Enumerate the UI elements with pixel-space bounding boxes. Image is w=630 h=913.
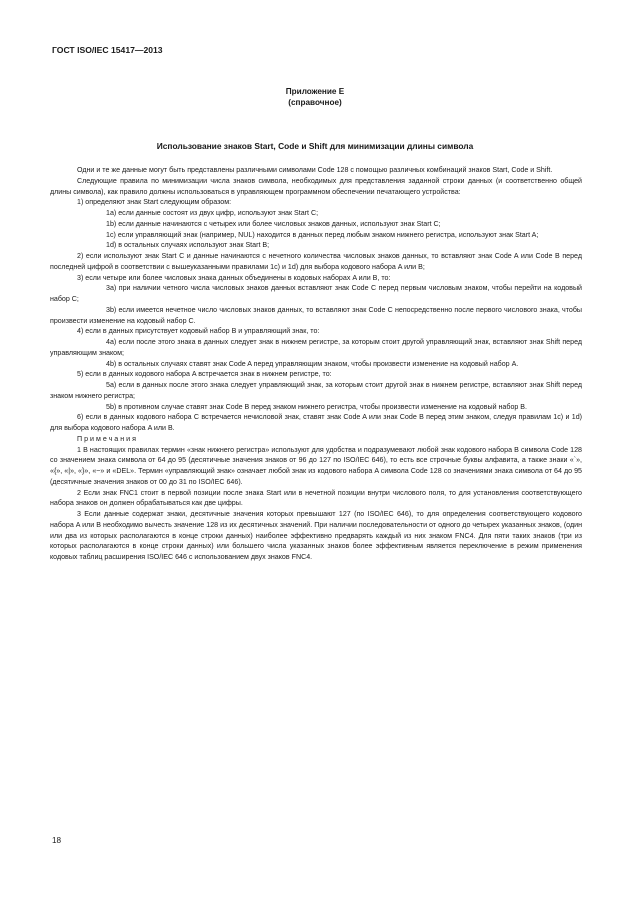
paragraph: 3) если четыре или более числовых знака данных объединены в кодовых наборах A или B, то: [77, 273, 391, 282]
paragraph: 3а) при наличии четного числа числовых знаков данных вставляют знак Code C перед первым числовым знаком, чтобы перейти на кодовый набор C; [50, 284, 582, 303]
annex-subtitle: (справочное) [288, 98, 342, 107]
annex-heading [0, 86, 630, 108]
paragraph: 1b) если данные начинаются с четырех или более числовых знаков данных, используют знак Start C; [106, 219, 441, 228]
paragraph: 1 В настоящих правилах термин «знак нижнего регистра» используют для удобства и подразумевают любой знак кодового набора B символа Code 128 со значением знака символа от 64 до 95 (десятичные значения знаков от 96 до 127 по ISO/IEC 646), то есть все строчные буквы алфавита, а также знаки «`», «{», «|», «}», «~» и «DEL». Термин «управляющий знак» означает любой знак из кодового набора A символа Code 128 со значениями знака символа от 64 до 95 (десятичные значения знаков от 00 до 31 по ISO/IEC 646). [50, 445, 582, 486]
document-header: ГОСТ ISO/IEC 15417—2013 [52, 45, 163, 55]
paragraph: 2 Если знак FNC1 стоит в первой позиции после знака Start или в нечетной позиции внутри числового поля, то для установления соответствующего набора знаков он должен обрабатываться как две цифры. [50, 488, 582, 508]
page-number: 18 [52, 836, 62, 845]
paragraph: 3b) если имеется нечетное число числовых знаков данных, то вставляют знак Code C непосредственно после первого числового знака, чтобы произвести изменение на кодовый набор C. [50, 305, 582, 325]
body-text [50, 165, 582, 563]
paragraph: 4b) в остальных случаях ставят знак Code A перед управляющим знаком, чтобы произвести изменение на кодовый набор A. [106, 359, 519, 368]
notes-heading: Примечания [77, 434, 138, 443]
section-title: Использование знаков Start, Code и Shift для минимизации длины символа [156, 141, 474, 151]
paragraph: 1) определяют знак Start следующим образом: [77, 198, 232, 207]
paragraph: 5а) если в данных после этого знака следует управляющий знак, за которым стоит другой знак в нижнем регистре, вставляют знак Shift перед знаком нижнего регистра; [50, 381, 582, 400]
paragraph: Одни и те же данные могут быть представлены различными символами Code 128 с помощью различных комбинаций знаков Start, Code и Shift. [77, 166, 553, 174]
paragraph: 4а) если после этого знака в данных следует знак в нижнем регистре, за которым стоит другой управляющий знак, вставляют знак Shift перед управляющим знаком; [50, 338, 582, 357]
paragraph: 4) если в данных присутствует кодовый набор B и управляющий знак, то: [77, 327, 320, 336]
paragraph: 2) если используют знак Start C и данные начинаются с нечетного количества числовых знаков данных, то вставляют знак Code A или Code B перед последней цифрой в соответствии с вышеуказанными правилами 1c) и 1d) для выбора кодового набора A или B; [50, 252, 582, 271]
paragraph: 1а) если данные состоят из двух цифр, используют знак Start C; [106, 209, 319, 217]
paragraph: 5) если в данных кодового набора A встречается знак в нижнем регистре, то: [77, 370, 332, 379]
paragraph: Следующие правила по минимизации числа знаков символа, необходимых для представления заданной строки данных (и соответственно общей длины символа), как правило должны использоваться в управляющем программном обеспечении печатающего устройства: [50, 176, 582, 196]
paragraph: 3 Если данные содержат знаки, десятичные значения которых превышают 127 (по ISO/IEC 646), то для определения соответствующего кодового набора A или B необходимо вычесть значение 128 из их десятичных значений. При наличии последовательности от одного до четырех указанных знаков, (один или два из которых располагаются в конце строки данных) наиболее эффективно предварять каждый из них знаком FNC4. Для пяти таких знаков (три из которых располагаются в конце строки данных) или большего числа указанных знаков более эффективным является переключение в режим применения кодовых таблиц расширения ISO/IEC 646 с использованием двух знаков FNC4. [50, 510, 582, 561]
annex-title: Приложение Е [285, 87, 345, 96]
paragraph: 1d) в остальных случаях используют знак Start B; [106, 241, 270, 250]
paragraph: 6) если в данных кодового набора C встречается нечисловой знак, ставят знак Code A или знак Code B перед этим знаком, следуя правилам 1c) и 1d) для выбора кодового набора A или B. [50, 413, 582, 432]
paragraph: 5b) в противном случае ставят знак Code B перед знаком нижнего регистра, чтобы произвести изменение на кодовый набор B. [106, 402, 528, 411]
paragraph: 1c) если управляющий знак (например, NUL) находится в данных перед любым знаком нижнего регистра, используют знак Start A; [106, 230, 539, 239]
